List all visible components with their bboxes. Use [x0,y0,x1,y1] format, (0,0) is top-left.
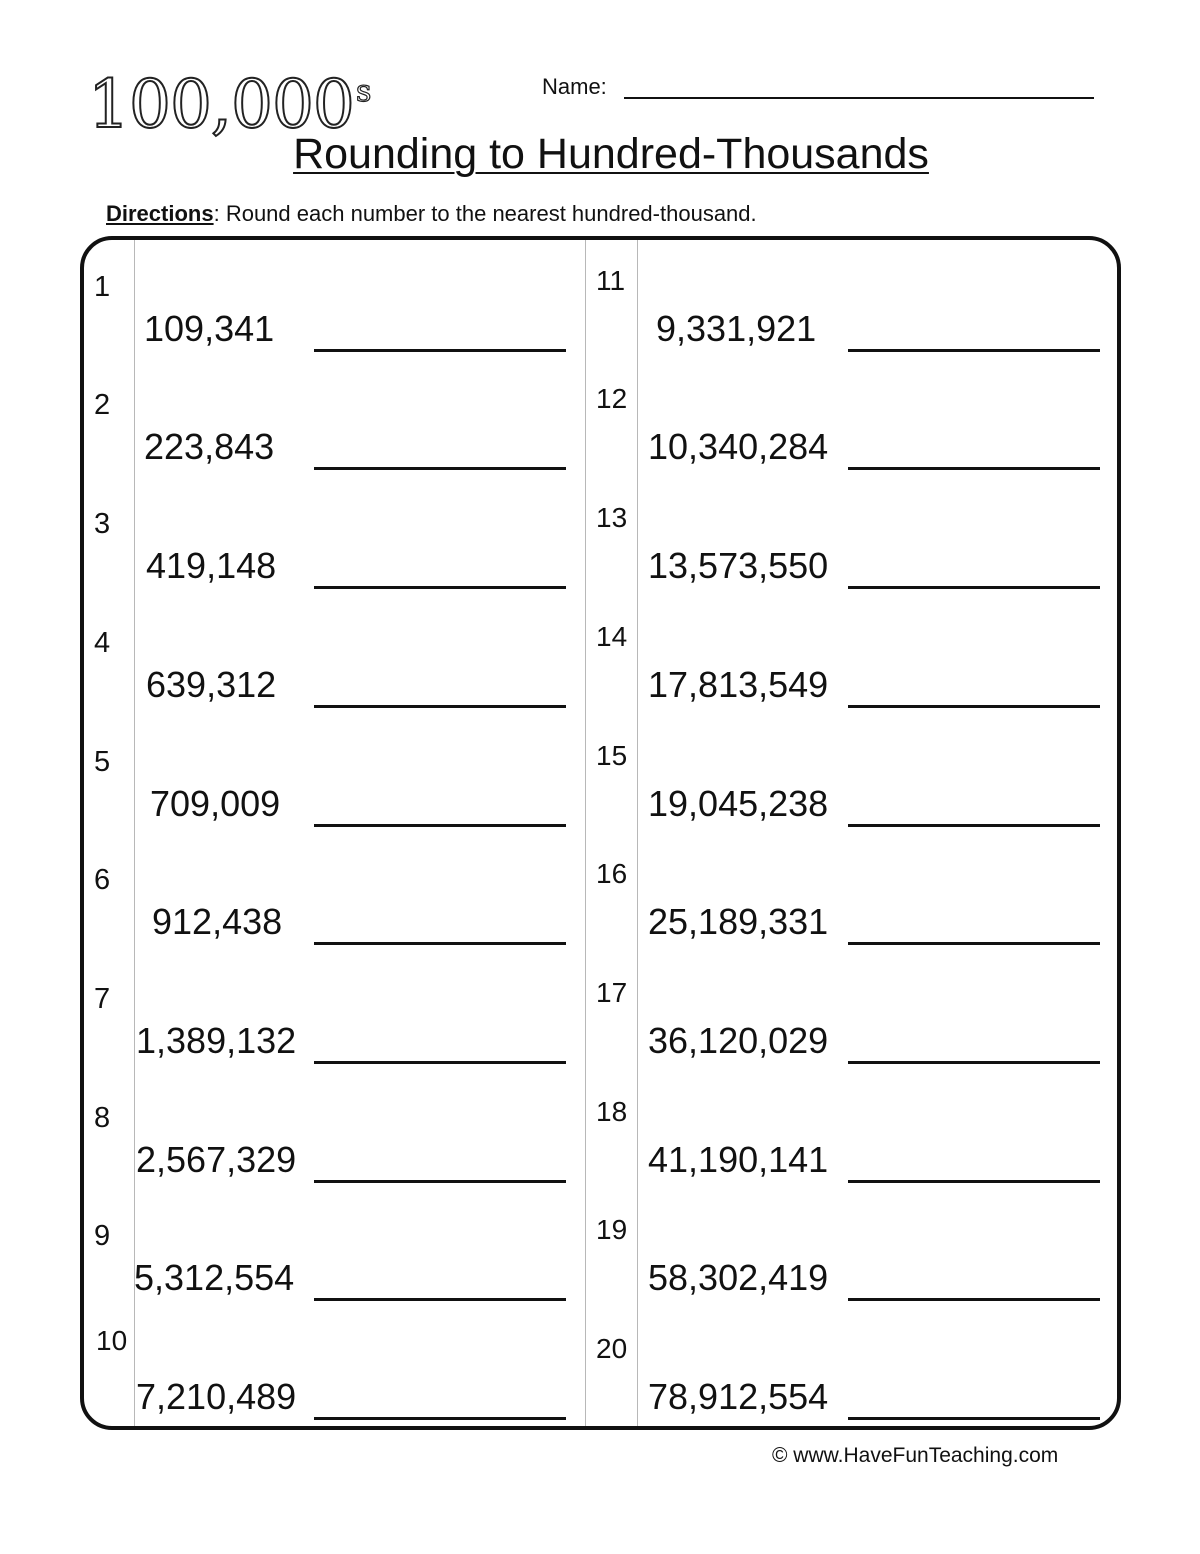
problem-value: 419,148 [146,545,277,586]
answer-line[interactable] [314,942,566,945]
problem-value: 5,312,554 [134,1257,295,1298]
answer-line[interactable] [848,824,1100,827]
problem-value: 639,312 [146,664,277,705]
problem-value: 10,340,284 [648,426,829,467]
problem-row [80,366,600,484]
logo-suffix: s [355,74,371,109]
problem-value: 58,302,419 [648,1257,829,1298]
problem-value: 25,189,331 [648,901,829,942]
problem-number: 7 [94,983,111,1015]
answer-line[interactable] [314,1417,566,1420]
problem-number: 2 [94,389,111,421]
answer-line[interactable] [848,705,1100,708]
problem-number: 3 [94,508,111,540]
problem-row [582,1316,1102,1434]
problem-value: 19,045,238 [648,783,829,824]
problem-number: 1 [94,271,111,303]
problem-row [582,485,1102,603]
answer-line[interactable] [848,1298,1100,1301]
answer-line[interactable] [314,586,566,589]
answer-line[interactable] [848,467,1100,470]
problem-number: 13 [596,502,628,533]
problem-row [80,723,600,841]
answer-line[interactable] [314,467,566,470]
problem-row [582,1079,1102,1197]
problem-value: 1,389,132 [136,1020,297,1061]
answer-line[interactable] [848,586,1100,589]
answer-line[interactable] [314,705,566,708]
problem-number: 15 [596,740,628,771]
answer-line[interactable] [848,349,1100,352]
directions-text: : Round each number to the nearest hundred-thousand. [213,201,757,226]
page-title: Rounding to Hundred-Thousands [293,130,929,178]
answer-line[interactable] [848,942,1100,945]
problem-value: 78,912,554 [648,1376,829,1417]
problem-row [582,1197,1102,1315]
answer-line[interactable] [314,824,566,827]
problem-row [582,366,1102,484]
problem-value: 13,573,550 [648,545,829,586]
answer-line[interactable] [848,1417,1100,1420]
problem-value: 2,567,329 [136,1139,297,1180]
problem-number: 6 [94,864,111,896]
problem-value: 709,009 [150,783,281,824]
answer-line[interactable] [314,349,566,352]
problem-row [80,248,600,366]
problem-value: 109,341 [144,308,275,349]
logo-main: 100,000 [88,66,354,143]
problem-row [582,248,1102,366]
problem-number: 19 [596,1214,628,1245]
problem-number: 14 [596,621,628,652]
problem-row [80,1197,600,1315]
answer-line[interactable] [848,1180,1100,1183]
problem-row [80,960,600,1078]
problem-row [80,841,600,959]
problem-number: 16 [596,858,628,889]
name-label: Name: [542,74,607,99]
problem-number: 4 [94,627,111,659]
problem-value: 9,331,921 [656,308,817,349]
problem-number: 12 [596,383,628,414]
problem-value: 7,210,489 [136,1376,297,1417]
copyright-footer: © www.HaveFunTeaching.com [772,1444,1059,1467]
problem-value: 912,438 [152,901,283,942]
answer-line[interactable] [314,1180,566,1183]
answer-line[interactable] [848,1061,1100,1064]
problem-row [80,1316,600,1434]
problem-value: 17,813,549 [648,664,829,705]
problem-number: 5 [94,746,111,778]
problem-number: 10 [96,1325,128,1356]
problem-number: 11 [596,265,626,296]
directions-label: Directions [106,201,214,226]
problem-value: 41,190,141 [648,1139,829,1180]
problem-value: 36,120,029 [648,1020,829,1061]
name-answer-line[interactable] [624,97,1094,99]
problem-number: 9 [94,1220,111,1252]
problem-number: 17 [596,977,628,1008]
problem-row [582,723,1102,841]
problem-number: 18 [596,1096,628,1127]
directions [106,200,757,228]
problem-number: 8 [94,1102,111,1134]
answer-line[interactable] [314,1061,566,1064]
problem-row [80,1079,600,1197]
answer-line[interactable] [314,1298,566,1301]
problem-row [80,604,600,722]
problem-row [582,841,1102,959]
problem-row [80,485,600,603]
problem-row [582,604,1102,722]
problem-value: 223,843 [144,426,275,467]
problem-row [582,960,1102,1078]
problem-number: 20 [596,1333,628,1364]
